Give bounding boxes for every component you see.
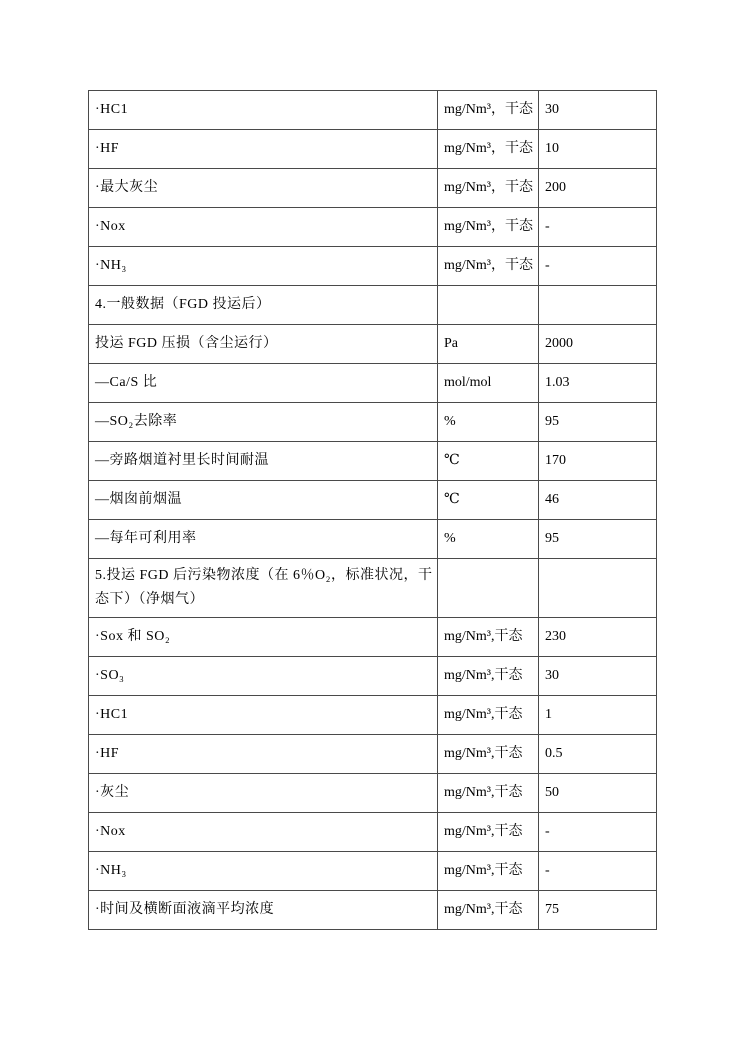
cell-value: - [539, 247, 657, 286]
cell-parameter: 投运 FGD 压损（含尘运行） [89, 325, 438, 364]
table-row [89, 735, 657, 774]
spec-table-body [89, 91, 657, 930]
cell-value: 1 [539, 696, 657, 735]
cell-parameter: —烟囱前烟温 [89, 481, 438, 520]
cell-unit: ℃ [438, 481, 539, 520]
cell-parameter: ·时间及横断面液滴平均浓度 [89, 891, 438, 930]
cell-parameter: —旁路烟道衬里长时间耐温 [89, 442, 438, 481]
table-row [89, 442, 657, 481]
cell-unit: mg/Nm³,干态 [438, 735, 539, 774]
cell-unit: mg/Nm³,干态 [438, 618, 539, 657]
cell-unit: mg/Nm³,干态 [438, 696, 539, 735]
cell-value: 10 [539, 130, 657, 169]
cell-parameter: ·HF [89, 735, 438, 774]
cell-value: - [539, 852, 657, 891]
cell-parameter: —每年可利用率 [89, 520, 438, 559]
cell-parameter: ·灰尘 [89, 774, 438, 813]
cell-parameter: ·Nox [89, 813, 438, 852]
table-row [89, 208, 657, 247]
cell-unit: % [438, 403, 539, 442]
table-row [89, 891, 657, 930]
table-row [89, 813, 657, 852]
cell-parameter: ·HF [89, 130, 438, 169]
cell-value: 230 [539, 618, 657, 657]
table-row [89, 774, 657, 813]
table-row-section-header [89, 286, 657, 325]
table-row [89, 618, 657, 657]
cell-value [539, 559, 657, 618]
cell-parameter: ·Sox 和 SO₂ [89, 618, 438, 657]
cell-unit: mg/Nm³,干态 [438, 774, 539, 813]
cell-unit: mg/Nm³,干态 [438, 657, 539, 696]
cell-unit: mg/Nm³，干态 [438, 130, 539, 169]
cell-value: 200 [539, 169, 657, 208]
cell-unit: ℃ [438, 442, 539, 481]
cell-value: 1.03 [539, 364, 657, 403]
cell-parameter: ·HC1 [89, 696, 438, 735]
cell-value: - [539, 208, 657, 247]
cell-value: 95 [539, 403, 657, 442]
cell-value: 30 [539, 657, 657, 696]
table-row [89, 169, 657, 208]
cell-parameter: 4.一般数据（FGD 投运后） [89, 286, 438, 325]
cell-value: 46 [539, 481, 657, 520]
cell-parameter: —SO₂去除率 [89, 403, 438, 442]
table-row [89, 852, 657, 891]
cell-parameter: ·HC1 [89, 91, 438, 130]
table-row [89, 481, 657, 520]
cell-unit: mg/Nm³，干态 [438, 247, 539, 286]
cell-unit: mg/Nm³，干态 [438, 91, 539, 130]
table-row [89, 247, 657, 286]
cell-unit: mg/Nm³,干态 [438, 813, 539, 852]
cell-unit: % [438, 520, 539, 559]
cell-parameter: ·NH₃ [89, 852, 438, 891]
table-row [89, 364, 657, 403]
cell-value: 2000 [539, 325, 657, 364]
table-row [89, 403, 657, 442]
table-row-section-header [89, 559, 657, 618]
spec-table [88, 90, 657, 930]
table-row [89, 91, 657, 130]
cell-value: 0.5 [539, 735, 657, 774]
cell-value: 95 [539, 520, 657, 559]
cell-unit [438, 286, 539, 325]
cell-value: - [539, 813, 657, 852]
table-row [89, 130, 657, 169]
cell-value: 170 [539, 442, 657, 481]
cell-parameter: ·NH₃ [89, 247, 438, 286]
cell-parameter: ·最大灰尘 [89, 169, 438, 208]
cell-parameter: —Ca/S 比 [89, 364, 438, 403]
cell-unit: mg/Nm³，干态 [438, 169, 539, 208]
cell-parameter: 5.投运 FGD 后污染物浓度（在 6％O₂，标准状况，干态下）（净烟气） [89, 559, 438, 618]
cell-value: 30 [539, 91, 657, 130]
table-row [89, 325, 657, 364]
cell-parameter: ·SO₃ [89, 657, 438, 696]
table-row [89, 657, 657, 696]
cell-unit: mg/Nm³，干态 [438, 208, 539, 247]
table-row [89, 696, 657, 735]
cell-value: 75 [539, 891, 657, 930]
cell-unit: mol/mol [438, 364, 539, 403]
cell-unit [438, 559, 539, 618]
cell-unit: mg/Nm³,干态 [438, 891, 539, 930]
cell-value: 50 [539, 774, 657, 813]
cell-parameter: ·Nox [89, 208, 438, 247]
cell-unit: Pa [438, 325, 539, 364]
cell-value [539, 286, 657, 325]
table-row [89, 520, 657, 559]
cell-unit: mg/Nm³,干态 [438, 852, 539, 891]
